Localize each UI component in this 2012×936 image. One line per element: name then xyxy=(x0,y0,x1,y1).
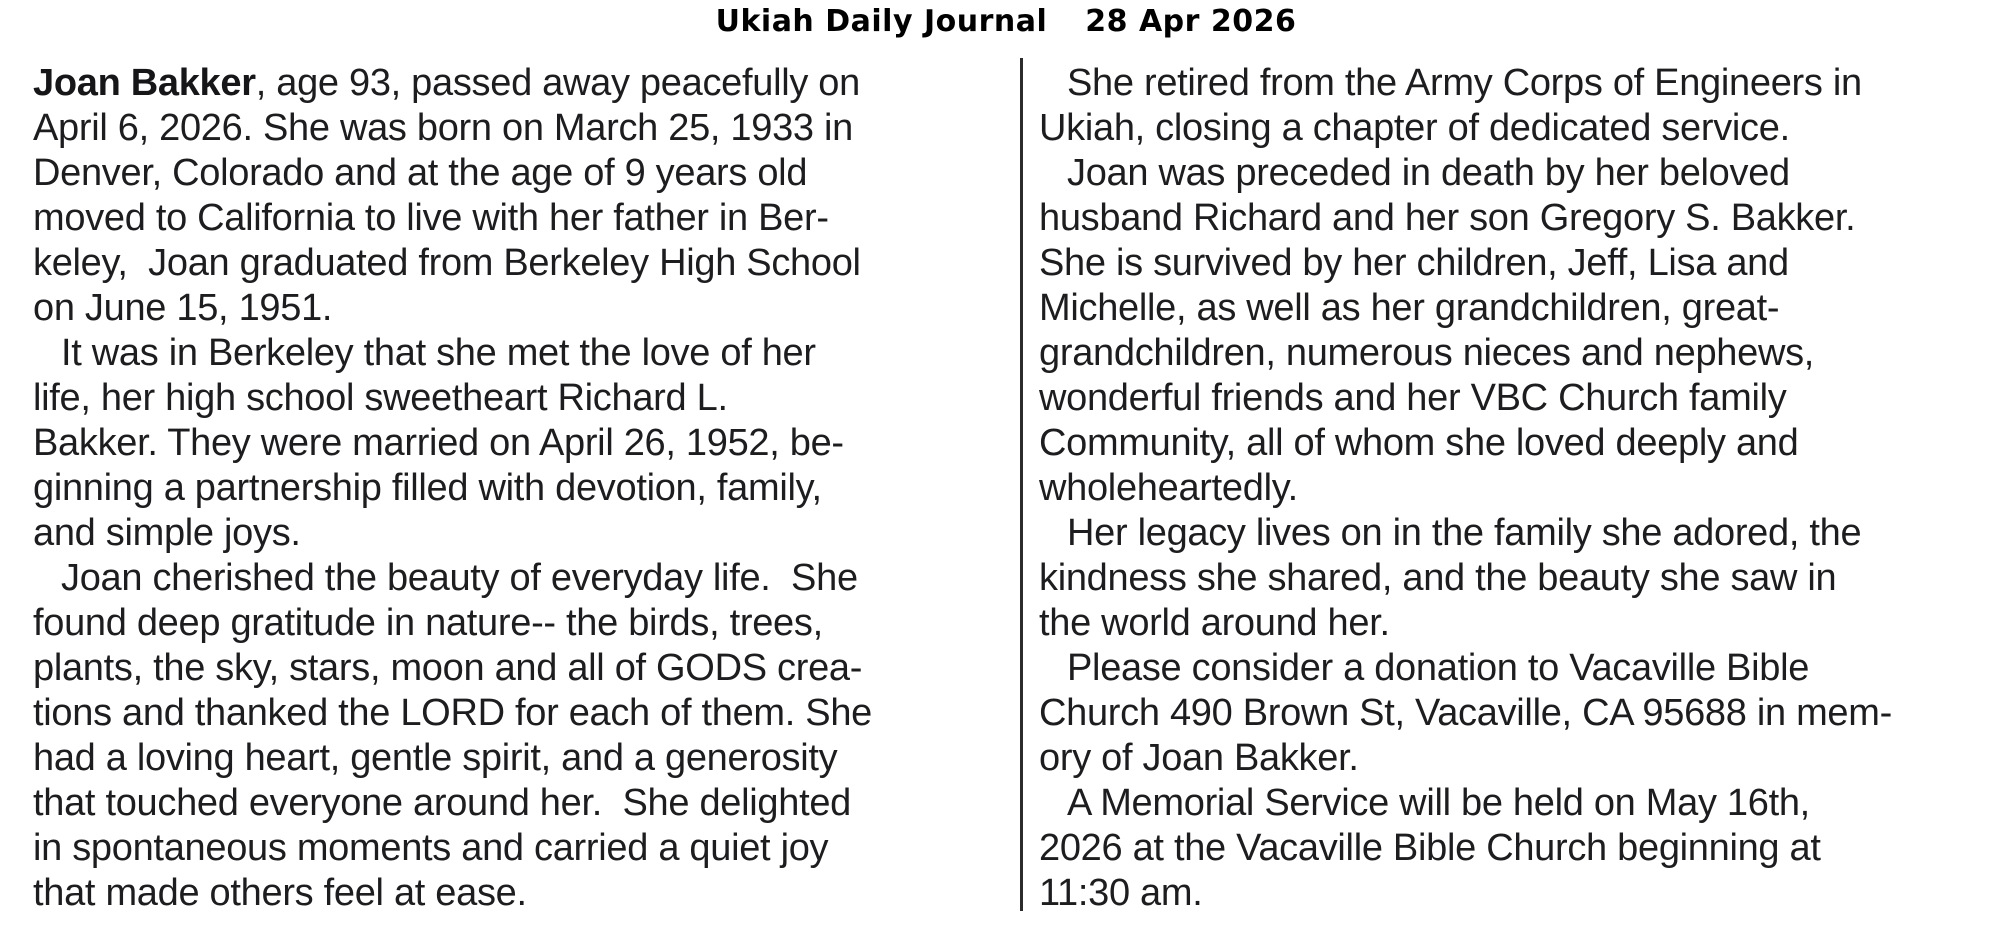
paragraph: Joan cherished the beauty of everyday life. She found deep gratitude in nature-- the birds, trees, plants, the sky, stars, moon and all of GODS crea- tions and thanked the LORD for each of them. She had a loving heart, gentle spirit, and a generosity that touched everyone around her. She delighted in spontaneous moments and carried a quiet joy that made others feel at ease. xyxy=(33,557,873,914)
masthead-title: Ukiah Daily Journal xyxy=(715,4,1048,39)
paragraph: A Memorial Service will be held on May 16th, 2026 at the Vacaville Bible Church beginning at 11:30 am. xyxy=(1039,782,1821,914)
obituary-columns xyxy=(0,61,2012,916)
paragraph: It was in Berkeley that she met the love of her life, her high school sweetheart Richard L. Bakker. They were married on April 26, 1952, be- ginning a partnership filled with devotion, family, and simple joys. xyxy=(33,332,844,554)
obituary-lead-name: Joan Bakker xyxy=(33,62,256,104)
column-right xyxy=(1023,61,2012,916)
column-left xyxy=(0,61,1020,916)
paragraph: Joan Bakker, age 93, passed away peacefully on April 6, 2026. She was born on March 25, 1933 in Denver, Colorado and at the age of 9 years old moved to California to live with her father in Ber- keley, Joan graduated from Berkeley High School on June 15, 1951. xyxy=(33,62,861,329)
masthead xyxy=(0,4,2012,40)
paragraph: She retired from the Army Corps of Engineers in Ukiah, closing a chapter of dedicated service. xyxy=(1039,62,1862,149)
paragraph: Her legacy lives on in the family she adored, the kindness she shared, and the beauty she saw in the world around her. xyxy=(1039,512,1862,644)
paragraph: Please consider a donation to Vacaville Bible Church 490 Brown St, Vacaville, CA 95688 in mem- ory of Joan Bakker. xyxy=(1039,647,1892,779)
masthead-date: 28 Apr 2026 xyxy=(1085,4,1297,39)
paragraph: Joan was preceded in death by her beloved husband Richard and her son Gregory S. Bakker. She is survived by her children, Jeff, Lisa and Michelle, as well as her grandchildren, great- grandchildren, numerous nieces and nephews, wonderful friends and her VBC Church family Community, all of whom she loved deeply and wholeheartedly. xyxy=(1039,152,1856,509)
